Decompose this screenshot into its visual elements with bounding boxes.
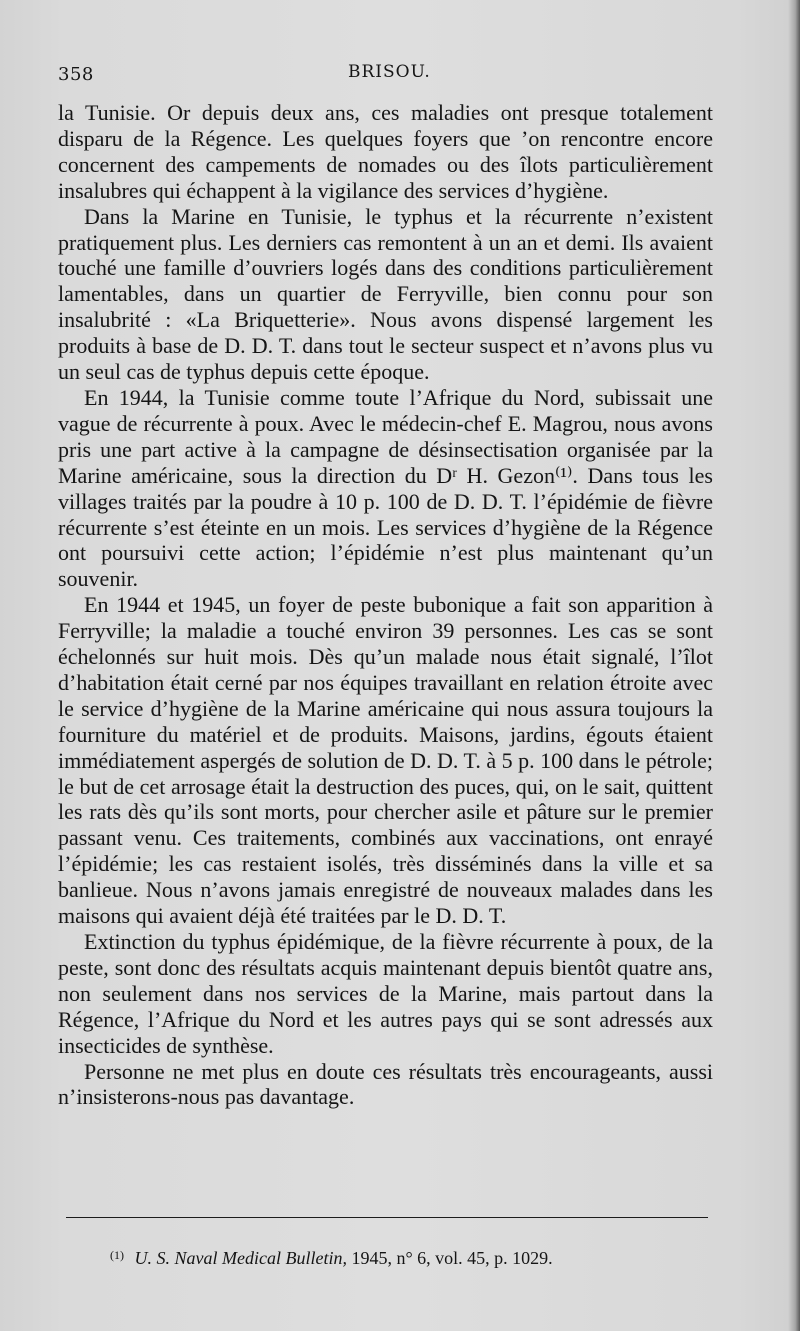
- body-text: [58, 100, 713, 1110]
- footnote: [110, 1248, 670, 1269]
- footnote-reference: 1945, n° 6, vol. 45, p. 1029.: [351, 1248, 553, 1268]
- footnote-marker: (1): [110, 1248, 124, 1262]
- footnote-divider: [66, 1217, 708, 1218]
- paragraph-5: Extinction du typhus épidémique, de la fièvre récurrente à poux, de la peste, sont donc des résultats acquis maintenant depuis bientôt quatre ans, non seulement dans nos services de la Marine, mais partout dans la Régence, l’Afrique du Nord et les autres pays qui se sont adressés aux insecticides de synthèse.: [58, 929, 713, 1058]
- page-edge-shadow: [788, 0, 800, 1331]
- paragraph-1: la Tunisie. Or depuis deux ans, ces maladies ont presque totalement disparu de la Régence. Les quelques foyers que ’on rencontre encore concernent des campements de nomades ou des îlots particulièrement insalubres qui échappent à la vigilance des services d’hygiène.: [58, 100, 713, 203]
- footnote-journal: U. S. Naval Medical Bulletin,: [134, 1248, 347, 1268]
- page-number: 358: [58, 64, 94, 85]
- paragraph-4: En 1944 et 1945, un foyer de peste bubonique a fait son apparition à Ferryville; la maladie a touché environ 39 personnes. Les cas se sont échelonnés sur huit mois. Dès qu’un malade nous était signalé, l’îlot d’habitation était cerné par nos équipes travaillant en relation étroite avec le service d’hygiène de la Marine américaine qui nous assura toujours la fourniture du matériel et de produits. Maisons, jardins, égouts étaient immédiatement aspergés de solution de D. D. T. à 5 p. 100 dans le pétrole; le but de cet arrosage était la destruction des puces, qui, on le sait, quittent les rats dès qu’ils sont morts, pour chercher asile et pâture sur le premier passant venu. Ces traitements, combinés aux vaccinations, ont enrayé l’épidémie; les cas restaient isolés, très disséminés dans la ville et sa banlieue. Nous n’avons jamais enregistré de nouveaux malades dans les maisons qui avaient déjà été traitées par le D. D. T.: [58, 592, 713, 929]
- paragraph-6: Personne ne met plus en doute ces résultats très encourageants, aussi n’insisterons-nous pas davantage.: [58, 1058, 713, 1110]
- paragraph-2: Dans la Marine en Tunisie, le typhus et la récurrente n’existent pratiquement plus. Les derniers cas remontent à un an et demi. Ils avaient touché une famille d’ouvriers logés dans des conditions particulièrement lamentables, dans un quartier de Ferryville, bien connu pour son insalubrité : «La Briquetterie». Nous avons dispensé largement les produits à base de D. D. T. dans tout le secteur suspect et n’avons plus vu un seul cas de typhus depuis cette époque.: [58, 203, 713, 385]
- running-head: BRISOU.: [348, 62, 431, 82]
- page-header: [58, 60, 730, 88]
- paragraph-3: En 1944, la Tunisie comme toute l’Afrique du Nord, subissait une vague de récurrente à poux. Avec le médecin-chef E. Magrou, nous avons pris une part active à la campagne de désinsectisation organisée par la Marine américaine, sous la direction du Dʳ H. Gezon⁽¹⁾. Dans tous les villages traités par la poudre à 10 p. 100 de D. D. T. l’épidémie de fièvre récurrente s’est éteinte en un mois. Les services d’hygiène de la Régence ont poursuivi cette action; l’épidémie n’est plus maintenant qu’un souvenir.: [58, 384, 713, 592]
